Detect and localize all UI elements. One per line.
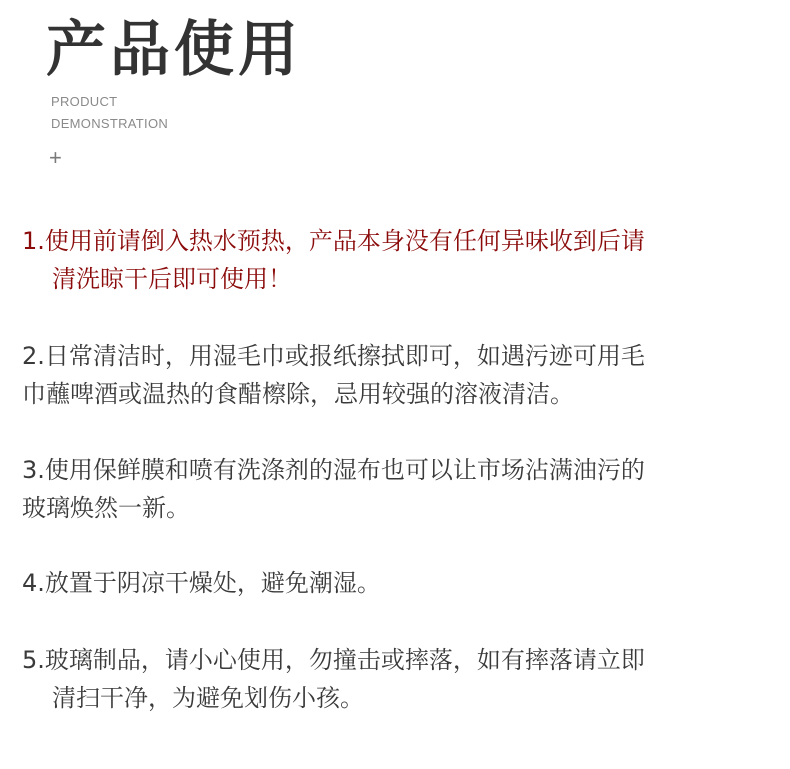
subtitle-product: PRODUCT: [51, 94, 118, 109]
instruction-item-4: [22, 564, 772, 602]
instruction-3-line-1: 3.使用保鲜膜和喷有洗涤剂的湿布也可以让市场沾满油污的: [22, 456, 645, 484]
page-title: 产品使用: [46, 15, 302, 85]
instruction-5-line-2: 清扫干净，为避免划伤小孩。: [52, 684, 364, 712]
instruction-2-line-1: 2.日常清洁时，用湿毛巾或报纸擦拭即可，如遇污迹可用毛: [22, 342, 645, 370]
instruction-item-3: [22, 451, 772, 527]
instruction-item-5: [22, 641, 772, 717]
instruction-2-line-2: 巾蘸啤酒或温热的食醋檫除，忌用较强的溶液清洁。: [22, 380, 574, 408]
instruction-1-line-1: 1.使用前请倒入热水预热，产品本身没有任何异味收到后请: [22, 227, 645, 255]
instruction-5-line-1: 5.玻璃制品，请小心使用，勿撞击或摔落，如有摔落请立即: [22, 646, 645, 674]
plus-icon: +: [49, 145, 62, 170]
instruction-item-2: [22, 337, 772, 413]
subtitle-demonstration: DEMONSTRATION: [51, 116, 169, 131]
instruction-item-1: [22, 222, 772, 298]
instruction-4-line-1: 4.放置于阴凉干燥处，避免潮湿。: [22, 569, 381, 597]
instruction-3-line-2: 玻璃焕然一新。: [22, 494, 190, 522]
instruction-1-line-2: 清洗晾干后即可使用！: [52, 265, 292, 293]
